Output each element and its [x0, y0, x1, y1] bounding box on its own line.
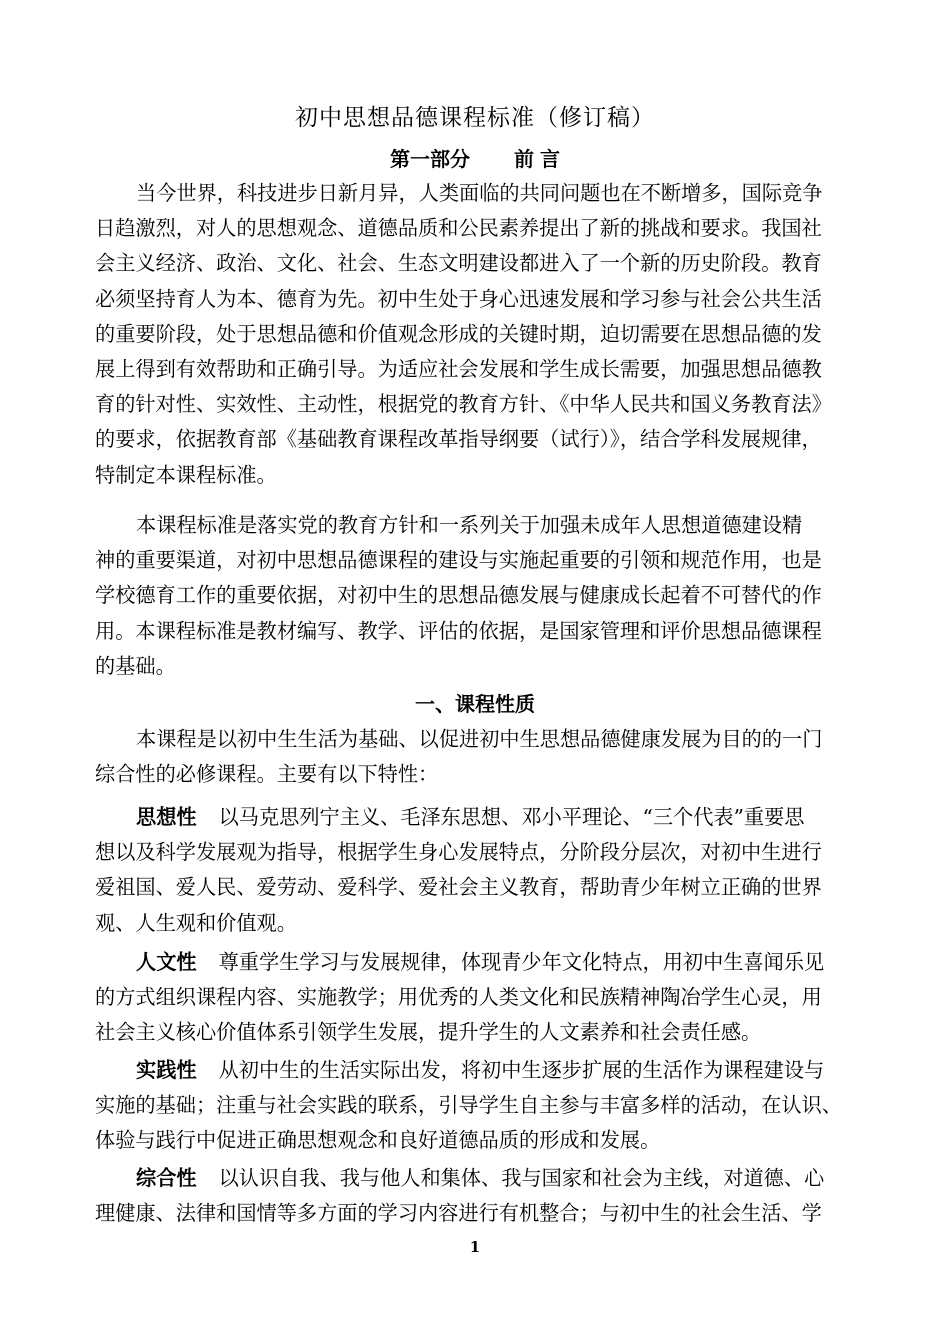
text-line: 观、人生观和价值观。	[95, 910, 297, 935]
trait-text: 以认识自我、我与他人和集体、我与国家和社会为主线，对道德、心	[218, 1166, 825, 1190]
trait-paragraph-4	[95, 1161, 885, 1231]
trait-text: 尊重学生学习与发展规律，体现青少年文化特点，用初中生喜闻乐见	[218, 950, 825, 974]
text-line: 社会主义核心价值体系引领学生发展，提升学生的人文素养和社会责任感。	[95, 1020, 762, 1045]
text-line: 本课程标准是落实党的教育方针和一系列关于加强未成年人思想道德建设精	[136, 513, 803, 537]
text-line: 综合性的必修课程。主要有以下特性：	[95, 762, 439, 787]
trait-paragraph-2	[95, 945, 885, 1051]
part-label: 第一部分	[390, 147, 470, 171]
text-line: 必须坚持育人为本、德育为先。初中生处于身心迅速发展和学习参与社会公共生活	[95, 286, 822, 311]
text-line	[95, 1053, 885, 1088]
text-line: 实施的基础；注重与社会实践的联系，引导学生自主参与丰富多样的活动，在认识、	[95, 1093, 842, 1118]
page-number: 1	[469, 1238, 481, 1256]
preface-paragraph-2	[95, 508, 885, 684]
text-line: 理健康、法律和国情等多方面的学习内容进行有机整合；与初中生的社会生活、学	[95, 1201, 822, 1226]
text-line: 的重要阶段，处于思想品德和价值观念形成的关键时期，迫切需要在思想品德的发	[95, 321, 822, 346]
text-line: 的基础。	[95, 653, 176, 678]
part-name-char-2: 言	[540, 147, 560, 171]
text-line	[95, 945, 885, 980]
text-line: 爱祖国、爱人民、爱劳动、爱科学、爱社会主义教育，帮助青少年树立正确的世界	[95, 875, 822, 900]
trait-text: 以马克思列宁主义、毛泽东思想、邓小平理论、“三个代表”重要思	[218, 805, 805, 829]
text-line: 日趋激烈，对人的思想观念、道德品质和公民素养提出了新的挑战和要求。我国社	[95, 216, 822, 241]
document-title: 初中思想品德课程标准（修订稿）	[295, 105, 655, 131]
course-nature-intro	[95, 722, 885, 792]
text-line: 用。本课程标准是教材编写、教学、评估的依据，是国家管理和评价思想品德课程	[95, 618, 822, 643]
text-line: 学校德育工作的重要依据，对初中生的思想品德发展与健康成长起着不可替代的作	[95, 583, 822, 608]
part-heading	[0, 142, 950, 176]
text-line: 体验与践行中促进正确思想观念和良好道德品质的形成和发展。	[95, 1128, 661, 1153]
text-line: 展上得到有效帮助和正确引导。为适应社会发展和学生成长需要，加强思想品德教	[95, 356, 822, 381]
trait-term: 思想性	[136, 805, 197, 829]
trait-term: 人文性	[136, 950, 197, 974]
text-line: 想以及科学发展观为指导，根据学生身心发展特点，分阶段分层次，对初中生进行	[95, 840, 822, 865]
trait-paragraph-3	[95, 1053, 885, 1159]
trait-paragraph-1	[95, 800, 885, 941]
text-line	[95, 1161, 885, 1196]
trait-term: 实践性	[136, 1058, 197, 1082]
text-line: 的要求，依据教育部《基础教育课程改革指导纲要（试行）》，结合学科发展规律，	[95, 427, 822, 452]
text-line: 会主义经济、政治、文化、社会、生态文明建设都进入了一个新的历史阶段。教育	[95, 251, 822, 276]
text-line: 育的针对性、实效性、主动性，根据党的教育方针、《中华人民共和国义务教育法》	[95, 392, 832, 417]
text-line: 当今世界，科技进步日新月异，人类面临的共同问题也在不断增多，国际竞争	[136, 181, 823, 205]
section-heading-course-nature: 一、课程性质	[415, 692, 535, 716]
preface-paragraph-1	[95, 176, 885, 493]
trait-text: 从初中生的生活实际出发，将初中生逐步扩展的生活作为课程建设与	[218, 1058, 825, 1082]
text-line: 本课程是以初中生生活为基础、以促进初中生思想品德健康发展为目的的一门	[136, 727, 823, 751]
trait-term: 综合性	[136, 1166, 197, 1190]
text-line: 神的重要渠道，对初中思想品德课程的建设与实施起重要的引领和规范作用，也是	[95, 548, 822, 573]
part-name-char-1: 前	[514, 147, 534, 171]
text-line: 特制定本课程标准。	[95, 462, 277, 487]
text-line	[95, 800, 885, 835]
text-line: 的方式组织课程内容、实施教学；用优秀的人类文化和民族精神陶冶学生心灵，用	[95, 985, 822, 1010]
